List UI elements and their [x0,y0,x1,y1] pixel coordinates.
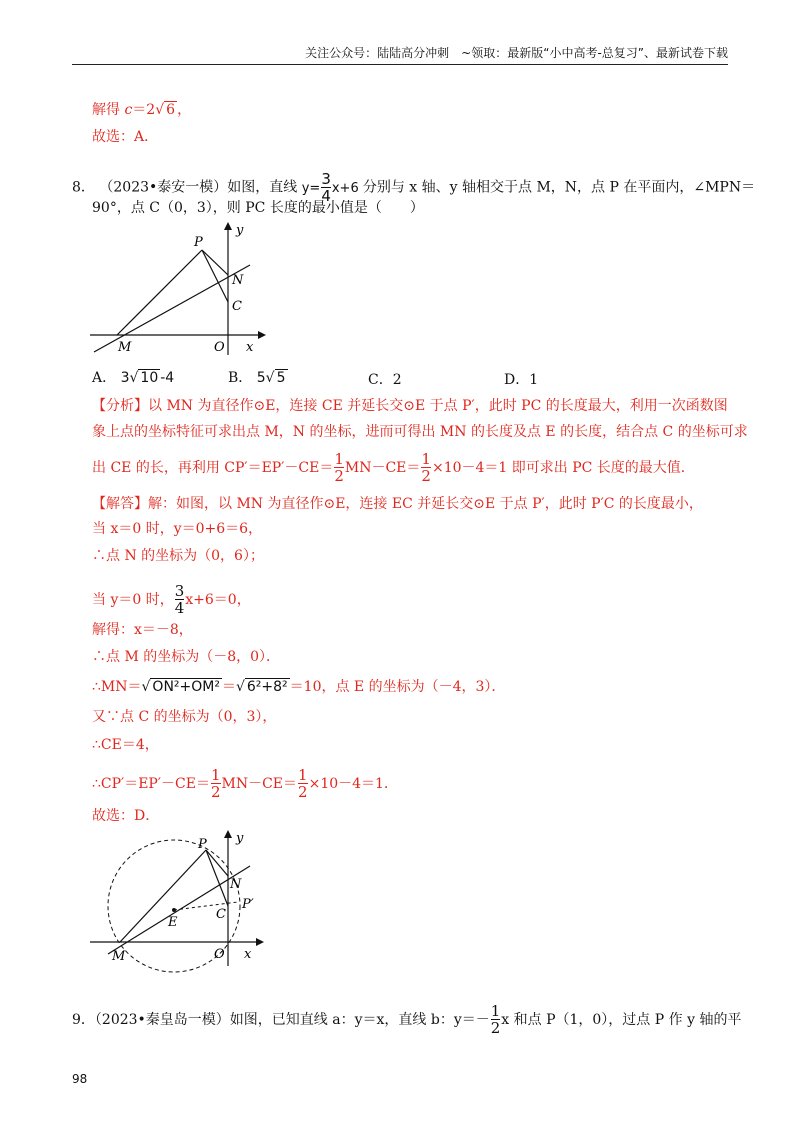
fig1-label-p: P [194,235,203,250]
q8-option-a-value: 3√ 10 -4 [120,370,175,386]
q8-option-b-value: 5√ 5 [256,370,286,386]
analysis-line3 [92,452,695,484]
q8-line2: 90°，点 C（0，3），则 PC 长度的最小值是（ ） [92,200,424,216]
analysis-frac2-num: 1 [421,450,431,468]
answer-line2: 当 x＝0 时，y＝0+6＝6， [92,521,263,537]
answer-line1 [92,494,703,514]
sqrt-symbol: √ [155,102,165,118]
fig2-label-pp: P′ [242,897,254,912]
fig2-label-o: O [214,947,225,962]
answer-l10c: ×10－4＝1． [308,776,398,792]
page-header: 关注公众号：陆陆高分冲刺 ~领取：最新版“小中高考-总复习”、最新试卷下载 [305,46,728,60]
analysis-frac1-num: 1 [334,450,344,468]
answer-line9: ∴CE＝4， [92,737,159,753]
answer-l4-fraction [175,584,185,616]
fig1-segment-pc [202,250,228,302]
answer-l7-pre: ∴MN＝ [92,679,142,695]
fig1-segment-pn [202,250,228,275]
answer-frac1-den: 2 [210,783,221,801]
fig1-label-n: N [232,273,244,288]
page-number: 98 [72,1072,88,1086]
fig2-label-e: E [168,915,178,930]
q8-eq-y: y= [301,180,321,196]
analysis-l3a: 出 CE 的长，再利用 CP′＝EP′－CE＝ [92,460,334,476]
q9-line1 [72,1004,741,1036]
fig1-line-mn [94,265,250,352]
q9-text-b: x 和点 P（1，0），过点 P 作 y 轴的平 [501,1012,742,1028]
fig1-segment-mp [117,250,202,335]
prev-choice: 故选：A． [92,129,159,145]
answer-choice: 故选：D． [92,808,160,824]
q8-number: 8． [72,179,95,196]
answer-line5: 解得：x＝－8， [92,622,193,638]
analysis-line2: 象上点的坐标特征可求出点 M，N 的坐标，进而可得出 MN 的长度及点 E 的长度，结合点 C 的坐标可求 [92,424,748,440]
answer-l7-post: ＝10，点 E 的坐标为（－4，3）． [289,679,506,695]
answer-head: 【解答】 [92,496,148,512]
prev-solve-prefix: 解得 [92,102,125,118]
fig1-label-m: M [118,340,132,355]
answer-l4-post: x+6＝0， [185,592,251,608]
fig2-x-arrow [256,938,264,946]
answer-line7 [92,677,505,697]
q8-option-b-label: B． [228,370,253,386]
answer-l10a: ∴CP′＝EP′－CE＝ [92,776,210,792]
answer-figure [90,826,275,976]
q9-frac-num: 1 [490,1002,501,1020]
answer-l7-sqrt1: √ ON²+OM² [141,679,220,695]
answer-line10 [92,768,398,800]
fig2-point-e [172,908,176,912]
answer-fraction-1 [211,768,221,800]
q8-eq-rest: x+6 [331,180,359,196]
answer-line3: ∴点 N 的坐标为（0，6）； [92,548,264,564]
answer-l4-den: 4 [174,599,185,617]
q8-option-a-coef: 3 [120,370,130,386]
prev-solve-var: c [124,102,133,118]
answer-l7-radicand1: ON²+OM² [152,679,220,695]
fig2-label-n: N [230,877,242,892]
prev-solve-line [92,100,191,120]
fig2-label-c: C [216,907,226,922]
header-rule [72,64,728,65]
prev-solve-radicand: 6 [166,102,176,118]
fig2-label-p: P [198,837,207,852]
q8-source: （2023•泰安一模）如图，直线 [99,179,298,196]
answer-l4-pre: 当 y＝0 时， [92,592,174,608]
q8-eq-den: 4 [321,187,331,205]
fig2-segment-pc [206,850,228,906]
fig2-segment-mp [120,850,206,942]
answer-fraction-2 [298,768,308,800]
fig1-y-arrow [224,222,232,230]
analysis-l3c: ×10－4＝1 即可求出 PC 长度的最大值． [431,460,695,476]
fig2-label-y: y [236,831,244,846]
q8-eq-num: 3 [321,170,331,188]
answer-l4-num: 3 [174,582,185,600]
answer-l7-radicand2: 6²+8² [246,679,288,695]
answer-frac2-num: 1 [298,766,308,784]
fig2-label-m: M [112,949,126,964]
analysis-frac1-den: 2 [334,467,344,485]
answer-l10b: MN－CE＝ [221,776,298,792]
fig1-label-x: x [246,340,254,355]
q8-option-b-radicand: 5 [276,370,286,386]
fig1-x-arrow [258,331,266,339]
answer-l7-sqrt2: √ 6²+8² [235,679,288,695]
answer-l1: 解：如图，以 MN 为直径作⊙E，连接 EC 并延长交⊙E 于点 P′，此时 P′C 的长度最小， [148,496,703,512]
answer-frac2-den: 2 [298,783,308,801]
q9-frac-den: 2 [490,1019,501,1037]
q8-option-a-tail: -4 [160,370,175,386]
analysis-frac2-den: 2 [421,467,431,485]
q9-number: 9． [72,1012,95,1028]
answer-line4 [92,584,251,616]
analysis-l3b: MN－CE＝ [344,460,421,476]
q8-option-b-coef: 5 [256,370,266,386]
fig1-label-y: y [236,223,244,238]
q8-option-a[interactable] [92,368,174,388]
analysis-line1: 【分析】以 MN 为直径作⊙E，连接 CE 并延长交⊙E 于点 P′，此时 PC 的长度最大，利用一次函数图 [92,398,728,414]
q8-option-c[interactable]: C．2 [368,372,402,388]
q8-option-d[interactable]: D．1 [504,372,539,388]
q9-fraction [491,1004,501,1036]
q8-text-a: 分别与 x 轴、y 轴相交于点 M，N，点 P 在平面内，∠MPN＝ [362,179,756,196]
fig2-label-x: x [244,947,252,962]
answer-frac1-num: 1 [210,766,221,784]
fig1-label-c: C [232,299,242,314]
q8-figure [90,220,270,360]
q8-equation [301,170,363,205]
answer-l7-mid: ＝ [221,679,236,695]
analysis-fraction-2 [421,452,431,484]
q9-text-a: （2023•秦皇岛一模）如图，已知直线 a：y＝x，直线 b：y＝－ [94,1012,490,1028]
q8-option-a-label: A． [92,370,117,386]
prev-solve-end: ， [177,102,192,118]
analysis-fraction-1 [334,452,344,484]
prev-solve-eq: ＝2 [132,102,156,118]
answer-line6: ∴点 M 的坐标为（－8，0）． [92,649,281,665]
fig2-y-arrow [224,830,232,838]
answer-line8: 又∵点 C 的坐标为（0，3）， [92,709,277,725]
q8-option-a-radicand: 10 [140,370,159,386]
fig1-label-o: O [214,340,225,355]
q8-option-b[interactable] [228,368,288,388]
